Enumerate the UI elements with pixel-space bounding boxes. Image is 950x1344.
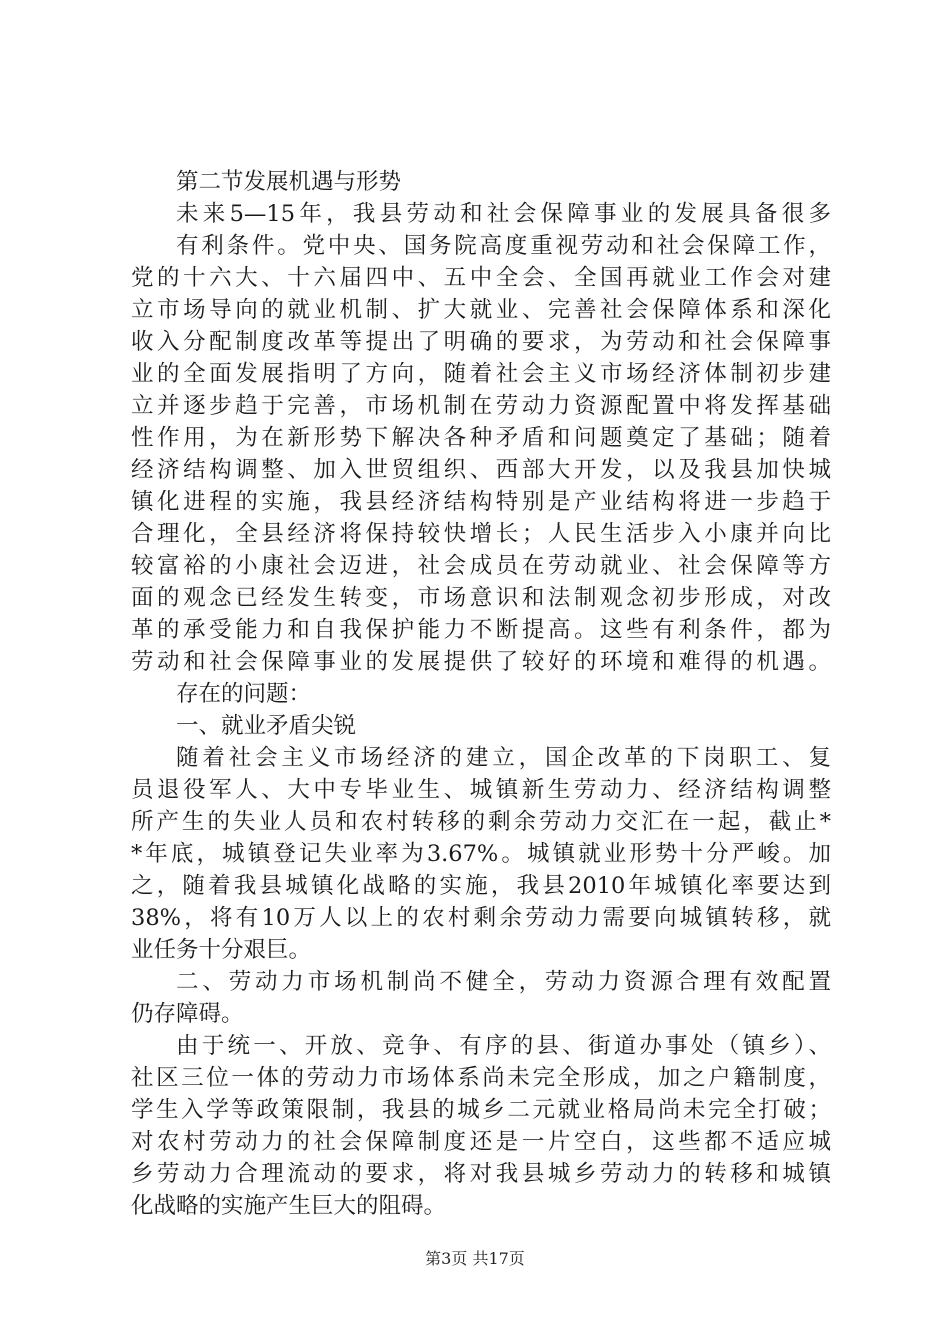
document-body <box>131 166 831 1222</box>
para3-line: 学生入学等政策限制，我县的城乡二元就业格局尚未完全打破； <box>131 1097 831 1123</box>
problems-heading: 存在的问题： <box>176 681 312 707</box>
para1-line: 未来5—15年，我县劳动和社会保障事业的发展具备很多 <box>176 201 831 227</box>
para1-line: 有利条件。党中央、国务院高度重视劳动和社会保障工作， <box>176 233 831 259</box>
para3-line: 对农村劳动力的社会保障制度还是一片空白，这些都不适应城 <box>131 1129 831 1155</box>
para2-line: 之，随着我县城镇化战略的实施，我县2010年城镇化率要达到 <box>131 873 831 899</box>
para1-line: 收入分配制度改革等提出了明确的要求，为劳动和社会保障事 <box>131 329 831 355</box>
para3-line: 化战略的实施产生巨大的阻碍。 <box>131 1193 447 1219</box>
para1-line: 镇化进程的实施，我县经济结构特别是产业结构将进一步趋于 <box>131 489 831 515</box>
para2-line: 员退役军人、大中专毕业生、城镇新生劳动力、经济结构调整 <box>131 777 831 803</box>
para1-line: 业的全面发展指明了方向，随着社会主义市场经济体制初步建 <box>131 361 831 387</box>
para1-line: 性作用，为在新形势下解决各种矛盾和问题奠定了基础；随着 <box>131 425 831 451</box>
para3-line: 乡劳动力合理流动的要求，将对我县城乡劳动力的转移和城镇 <box>131 1161 831 1187</box>
item1-heading: 一、就业矛盾尖锐 <box>176 713 357 739</box>
para2-line: 业任务十分艰巨。 <box>131 937 312 963</box>
para1-line: 经济结构调整、加入世贸组织、西部大开发，以及我县加快城 <box>131 457 831 483</box>
para3-line: 社区三位一体的劳动力市场体系尚未完全形成，加之户籍制度， <box>131 1065 831 1091</box>
para1-line: 面的观念已经发生转变，市场意识和法制观念初步形成，对改 <box>131 585 831 611</box>
para2-line: 所产生的失业人员和农村转移的剩余劳动力交汇在一起，截止* <box>131 809 831 835</box>
para3-line: 由于统一、开放、竞争、有序的县、街道办事处（镇乡）、 <box>176 1033 831 1059</box>
para2-line: 随着社会主义市场经济的建立，国企改革的下岗职工、复 <box>176 745 831 771</box>
para1-line: 合理化，全县经济将保持较快增长；人民生活步入小康并向比 <box>131 521 831 547</box>
para1-line: 较富裕的小康社会迈进，社会成员在劳动就业、社会保障等方 <box>131 553 831 579</box>
item2-heading: 仍存障碍。 <box>131 1001 244 1027</box>
para1-line: 立并逐步趋于完善，市场机制在劳动力资源配置中将发挥基础 <box>131 393 831 419</box>
para1-line: 劳动和社会保障事业的发展提供了较好的环境和难得的机遇。 <box>131 649 831 675</box>
item2-heading: 二、劳动力市场机制尚不健全，劳动力资源合理有效配置 <box>176 969 831 995</box>
page-footer: 第3页 共17页 <box>425 1249 525 1268</box>
para1-line: 党的十六大、十六届四中、五中全会、全国再就业工作会对建 <box>131 265 831 291</box>
para1-line: 立市场导向的就业机制、扩大就业、完善社会保障体系和深化 <box>131 297 831 323</box>
para2-line: 38%，将有10万人以上的农村剩余劳动力需要向城镇转移，就 <box>131 905 831 931</box>
para1-line: 革的承受能力和自我保护能力不断提高。这些有利条件，都为 <box>131 617 831 643</box>
section-title: 第二节发展机遇与形势 <box>176 169 402 195</box>
para2-line: *年底，城镇登记失业率为3.67%。城镇就业形势十分严峻。加 <box>131 841 831 867</box>
